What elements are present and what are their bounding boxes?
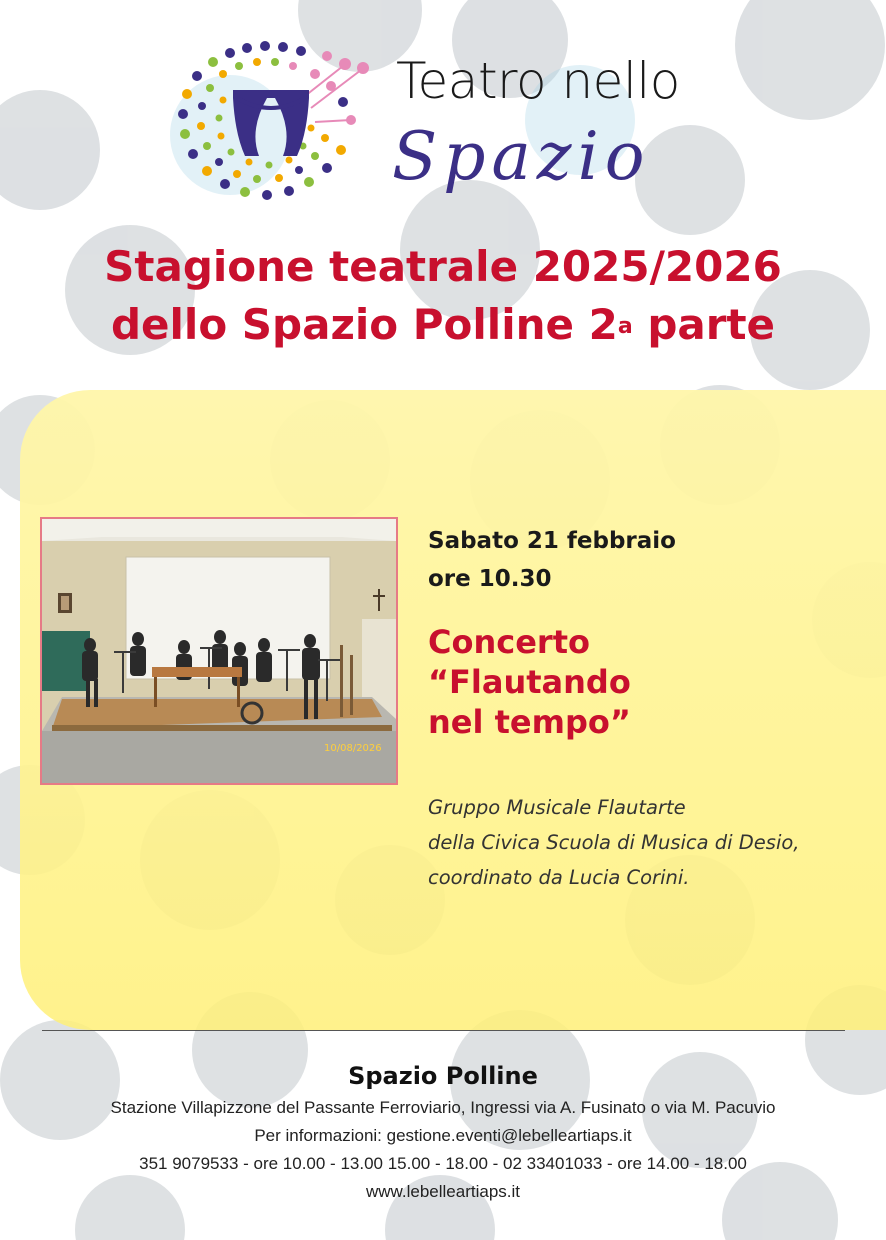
headline-line-2 (0, 298, 886, 352)
headline-line-2-main: dello Spazio Polline 2 (110, 300, 618, 349)
venue-address: Stazione Villapizzone del Passante Ferroviario, Ingressi via A. Fusinato o via M. Pacuvio (110, 1098, 776, 1117)
event-title-line: nel tempo” (428, 703, 631, 741)
event-title-line: Concerto (428, 623, 590, 661)
theatre-logo-icon (175, 38, 375, 203)
event-date-block (428, 522, 676, 598)
event-title-line: “Flautando (428, 663, 631, 701)
headline-line-2-end: parte (632, 300, 776, 349)
headline-superscript: a (617, 314, 633, 339)
contact-phones-line: 351 9079533 - ore 10.00 - 13.00 15.00 - 18.00 - 02 33401033 - ore 14.00 - 18.00 (139, 1154, 747, 1173)
logo-text-spazio: Spazio (392, 118, 651, 195)
photo-date-stamp: 10/08/2026 (324, 743, 382, 754)
website-link[interactable]: www.lebelleartiaps.it (365, 1182, 520, 1201)
concert-photo (40, 517, 398, 785)
event-date: Sabato 21 febbraio (428, 528, 676, 554)
event-description-line: coordinato da Lucia Corini. (428, 866, 690, 889)
venue-name: Spazio Polline (348, 1062, 538, 1090)
event-time: ore 10.30 (428, 566, 552, 592)
concert-photo-illustration (42, 519, 396, 783)
headline-line-1: Stagione teatrale 2025/2026 (104, 242, 782, 291)
footer-divider (42, 1030, 845, 1031)
event-description-line: della Civica Scuola di Musica di Desio, (428, 831, 800, 854)
event-description (428, 790, 800, 895)
contact-email-line[interactable]: Per informazioni: gestione.eventi@lebelleartiaps.it (254, 1126, 632, 1145)
event-description-line: Gruppo Musicale Flautarte (428, 796, 686, 819)
event-title (428, 622, 631, 742)
logo-text-teatro-nello: Teatro nello (396, 52, 680, 110)
